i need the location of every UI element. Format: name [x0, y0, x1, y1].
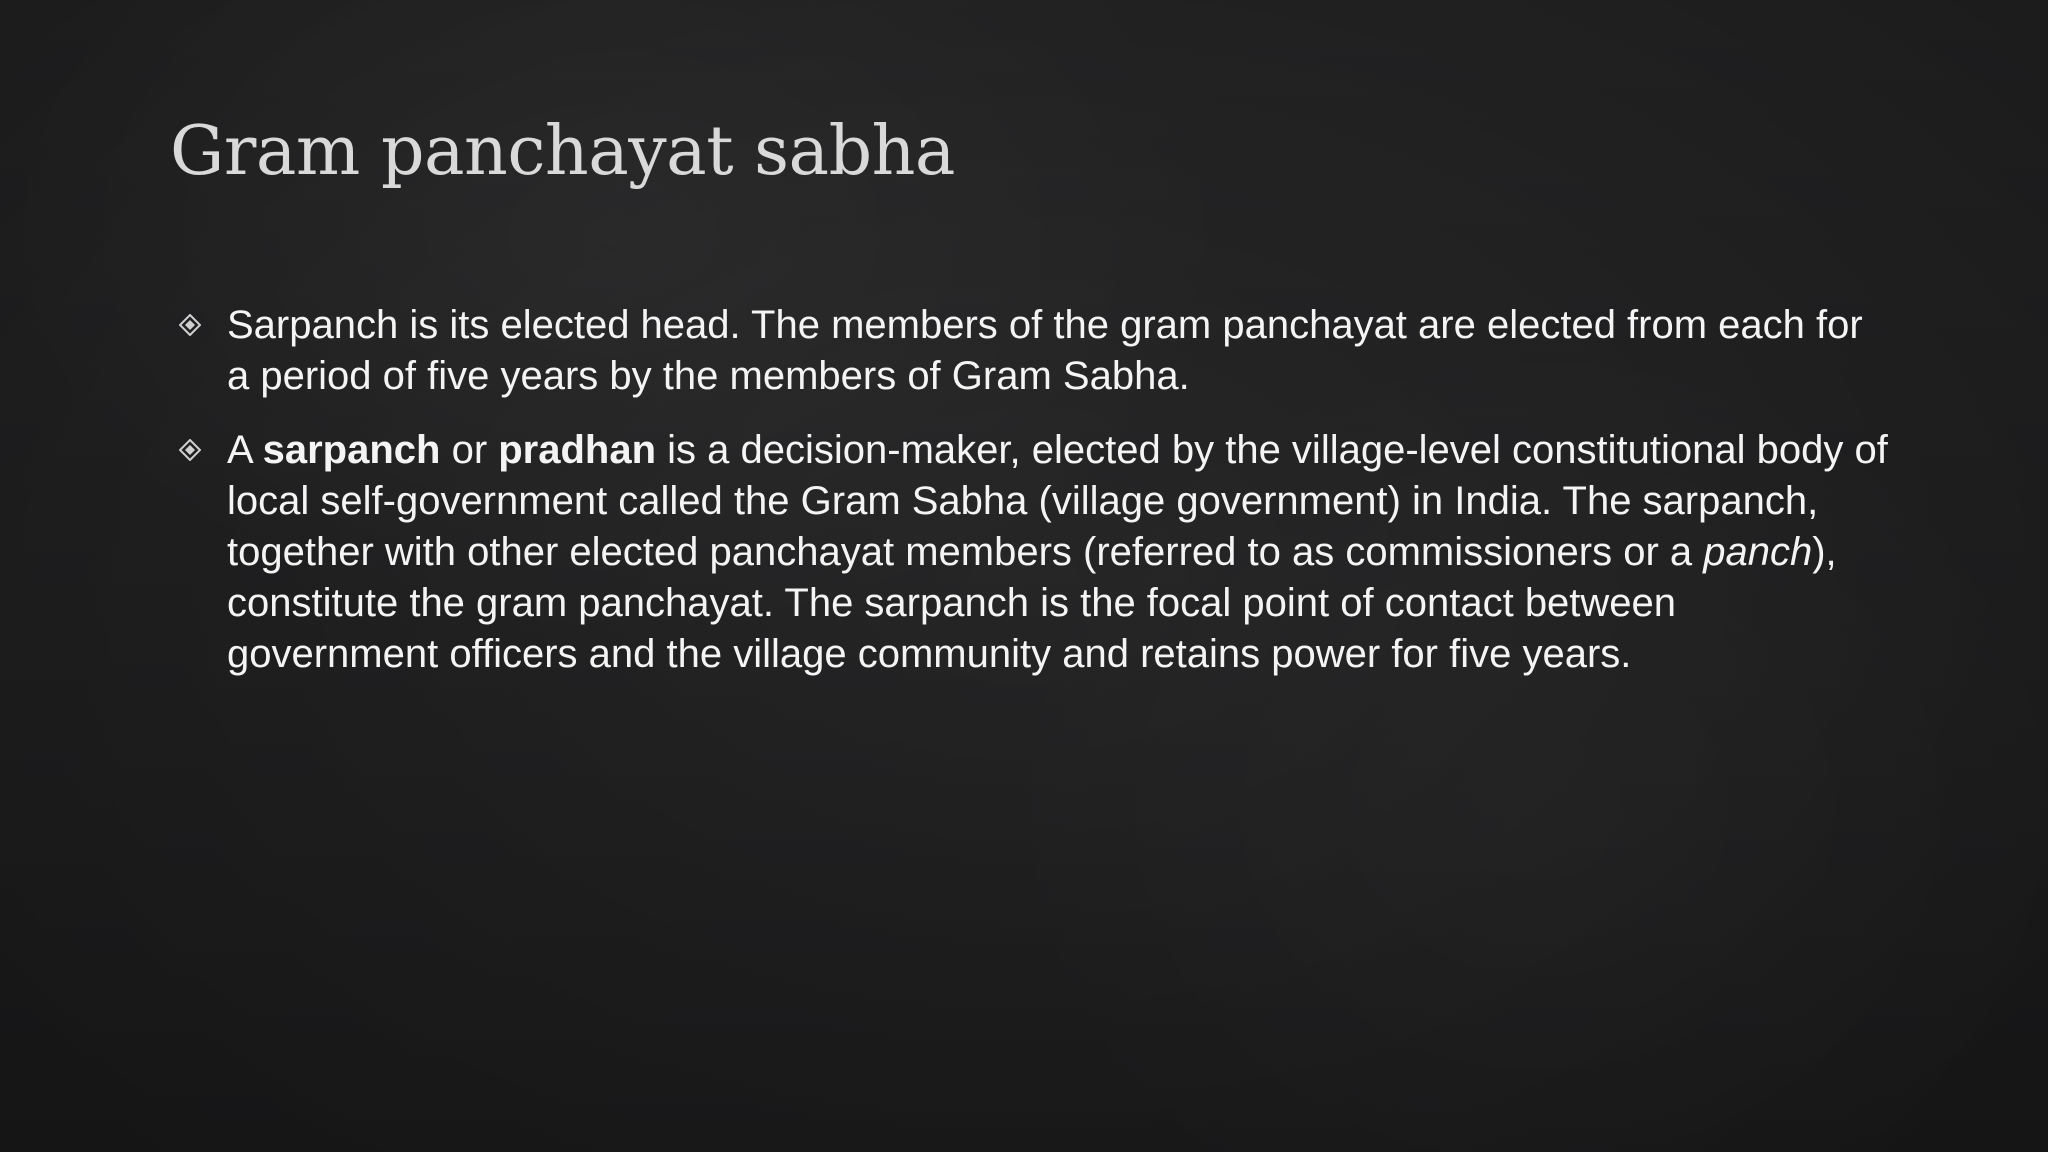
- text-run: A: [227, 428, 263, 472]
- diamond-bullet-icon: [179, 314, 201, 336]
- diamond-bullet-icon: [179, 439, 201, 461]
- bullet-list: [175, 300, 1895, 680]
- slide-title: Gram panchayat sabha: [170, 112, 955, 191]
- text-run: is a decision-maker, elected by the village-level constitutional body of local self-government called the Gram Sabha (village government) in India. The sarpanch, together with other elected panchayat members (referred to as commissioners or a: [227, 428, 1888, 574]
- italic-term-panch: panch: [1703, 530, 1813, 574]
- bullet-text: [227, 428, 1888, 676]
- bold-term-pradhan: pradhan: [498, 428, 657, 472]
- text-run: or: [440, 428, 499, 472]
- text-run: ), constitute the gram panchayat. The sarpanch is the focal point of contact between government officers and the village community and retains power for five years.: [227, 530, 1837, 676]
- bullet-text: Sarpanch is its elected head. The members of the gram panchayat are elected from each for a period of five years by the members of Gram Sabha.: [227, 303, 1863, 398]
- bold-term-sarpanch: sarpanch: [262, 428, 441, 472]
- bullet-item-1: [175, 300, 1895, 402]
- bullet-item-2: [175, 425, 1895, 680]
